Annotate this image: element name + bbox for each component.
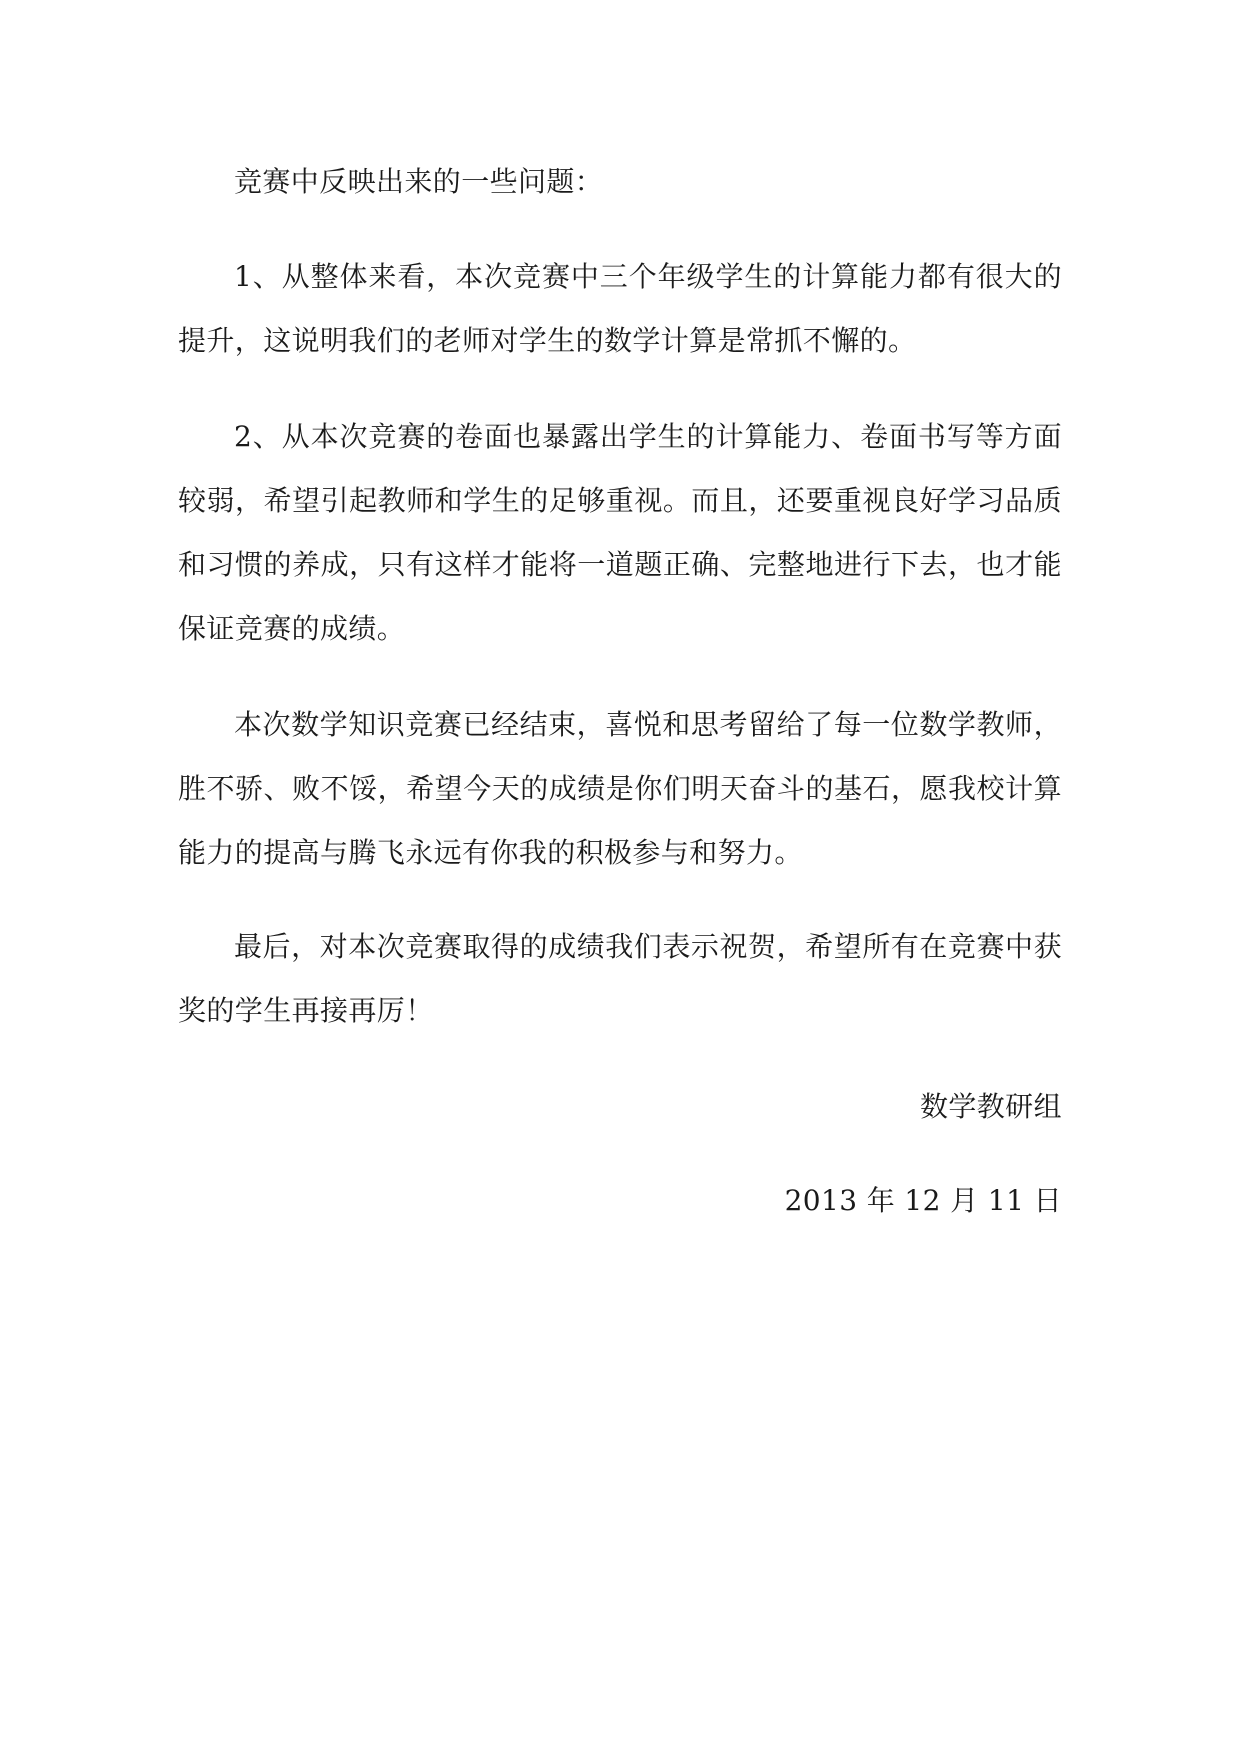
section-heading: 竞赛中反映出来的一些问题： <box>234 165 604 198</box>
final-paragraph: 最后，对本次竞赛取得的成绩我们表示祝贺，希望所有在竞赛中获奖的学生再接再厉！ <box>178 930 1062 1027</box>
issue-item-2: 2、从本次竞赛的卷面也暴露出学生的计算能力、卷面书写等方面较弱，希望引起教师和学生的足够重视。而且，还要重视良好学习品质和习惯的养成，只有这样才能将一道题正确、完整地进行下去，也才能保证竞赛的成绩。 <box>178 420 1062 645</box>
document-date: 2013 年 12 月 11 日 <box>784 1184 1062 1217</box>
closing-paragraph: 本次数学知识竞赛已经结束，喜悦和思考留给了每一位数学教师，胜不骄、败不馁，希望今天的成绩是你们明天奋斗的基石，愿我校计算能力的提高与腾飞永远有你我的积极参与和努力。 <box>178 708 1062 869</box>
issue-item-1: 1、从整体来看，本次竞赛中三个年级学生的计算能力都有很大的提升，这说明我们的老师对学生的数学计算是常抓不懈的。 <box>178 260 1062 357</box>
signature: 数学教研组 <box>919 1090 1062 1123</box>
